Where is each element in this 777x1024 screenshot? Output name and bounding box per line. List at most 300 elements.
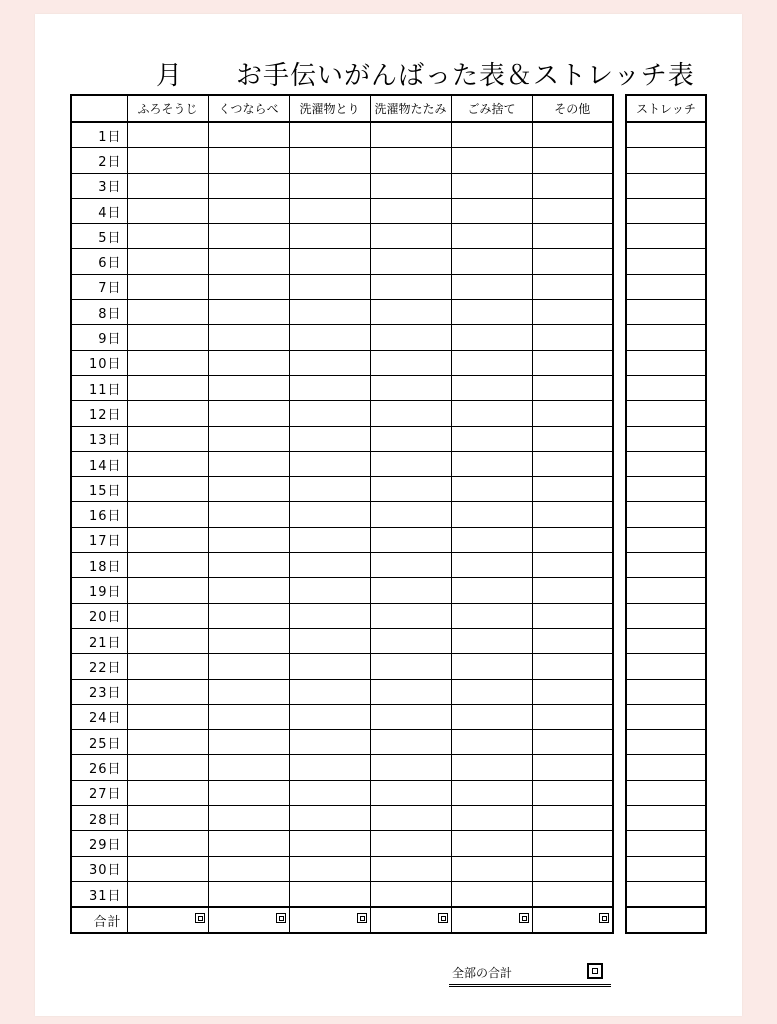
chore-cell[interactable] <box>532 502 613 527</box>
chore-cell[interactable] <box>451 881 532 907</box>
chore-cell[interactable] <box>208 704 289 729</box>
chore-cell[interactable] <box>208 274 289 299</box>
chore-cell[interactable] <box>127 679 208 704</box>
chore-cell[interactable] <box>289 831 370 856</box>
chore-cell[interactable] <box>289 198 370 223</box>
chore-cell[interactable] <box>532 375 613 400</box>
stretch-row <box>626 628 706 653</box>
chore-cell[interactable] <box>289 578 370 603</box>
chore-cell[interactable] <box>370 224 451 249</box>
day-row <box>71 603 613 628</box>
chore-cell[interactable] <box>208 122 289 148</box>
page-title <box>0 55 777 91</box>
chore-cell[interactable] <box>532 249 613 274</box>
chore-cell[interactable] <box>289 628 370 653</box>
chore-cell[interactable] <box>127 274 208 299</box>
chore-cell[interactable] <box>370 401 451 426</box>
title-month: 月 <box>156 61 184 91</box>
chore-cell[interactable] <box>532 426 613 451</box>
chore-cell[interactable] <box>370 628 451 653</box>
chore-cell[interactable] <box>532 300 613 325</box>
chore-cell[interactable] <box>370 654 451 679</box>
day-row <box>71 325 613 350</box>
stretch-cell[interactable] <box>626 578 706 603</box>
chore-cell[interactable] <box>289 527 370 552</box>
chore-cell[interactable] <box>451 477 532 502</box>
total-cell[interactable] <box>289 907 370 933</box>
chore-cell[interactable] <box>127 249 208 274</box>
chore-cell[interactable] <box>451 856 532 881</box>
day-row <box>71 224 613 249</box>
stretch-cell[interactable] <box>626 679 706 704</box>
chore-cell[interactable] <box>451 173 532 198</box>
chore-cell[interactable] <box>127 477 208 502</box>
day-label: 23日 <box>71 679 127 704</box>
chore-cell[interactable] <box>208 628 289 653</box>
stretch-cell[interactable] <box>626 249 706 274</box>
day-label: 3日 <box>71 173 127 198</box>
chore-cell[interactable] <box>451 224 532 249</box>
chore-cell[interactable] <box>127 198 208 223</box>
chore-cell[interactable] <box>451 704 532 729</box>
chore-cell[interactable] <box>127 325 208 350</box>
chore-cell[interactable] <box>370 755 451 780</box>
chore-cell[interactable] <box>208 198 289 223</box>
stretch-cell[interactable] <box>626 780 706 805</box>
chore-cell[interactable] <box>451 780 532 805</box>
chore-cell[interactable] <box>451 148 532 173</box>
stretch-row <box>626 553 706 578</box>
day-row <box>71 704 613 729</box>
stretch-row <box>626 224 706 249</box>
stretch-cell[interactable] <box>626 527 706 552</box>
chore-cell[interactable] <box>208 679 289 704</box>
chore-cell[interactable] <box>532 325 613 350</box>
stretch-cell[interactable] <box>626 300 706 325</box>
day-row <box>71 527 613 552</box>
chore-cell[interactable] <box>127 856 208 881</box>
chore-cell[interactable] <box>370 300 451 325</box>
chore-cell[interactable] <box>127 375 208 400</box>
chore-cell[interactable] <box>532 704 613 729</box>
stretch-row <box>626 730 706 755</box>
chore-cell[interactable] <box>289 806 370 831</box>
chore-cell[interactable] <box>451 730 532 755</box>
stretch-cell[interactable] <box>626 426 706 451</box>
chore-cell[interactable] <box>208 527 289 552</box>
chore-cell[interactable] <box>127 806 208 831</box>
stretch-row <box>626 249 706 274</box>
chore-cell[interactable] <box>208 553 289 578</box>
stretch-cell[interactable] <box>626 451 706 476</box>
chore-cell[interactable] <box>532 198 613 223</box>
header-corner <box>71 95 127 122</box>
chore-cell[interactable] <box>289 856 370 881</box>
chore-cell[interactable] <box>370 477 451 502</box>
chore-cell[interactable] <box>370 426 451 451</box>
chore-cell[interactable] <box>451 325 532 350</box>
chore-cell[interactable] <box>127 350 208 375</box>
stretch-header: ストレッチ <box>626 95 706 122</box>
stretch-cell[interactable] <box>626 831 706 856</box>
stretch-cell[interactable] <box>626 477 706 502</box>
chore-cell[interactable] <box>208 780 289 805</box>
chore-cell[interactable] <box>451 628 532 653</box>
day-label: 27日 <box>71 780 127 805</box>
chore-cell[interactable] <box>532 527 613 552</box>
chore-cell[interactable] <box>532 730 613 755</box>
count-box-icon <box>276 913 286 923</box>
chore-cell[interactable] <box>208 375 289 400</box>
chore-cell[interactable] <box>451 831 532 856</box>
day-row <box>71 502 613 527</box>
chore-cell[interactable] <box>127 173 208 198</box>
chore-cell[interactable] <box>127 831 208 856</box>
count-box-icon <box>519 913 529 923</box>
chore-cell[interactable] <box>370 451 451 476</box>
grand-total-box[interactable] <box>587 963 603 979</box>
day-row <box>71 755 613 780</box>
stretch-row <box>626 578 706 603</box>
chore-cell[interactable] <box>289 451 370 476</box>
chore-cell[interactable] <box>289 654 370 679</box>
total-cell[interactable] <box>127 907 208 933</box>
chore-cell[interactable] <box>370 173 451 198</box>
chore-cell[interactable] <box>532 553 613 578</box>
chore-cell[interactable] <box>451 578 532 603</box>
stretch-cell[interactable] <box>626 881 706 907</box>
chore-cell[interactable] <box>451 553 532 578</box>
chore-cell[interactable] <box>208 578 289 603</box>
chore-cell[interactable] <box>451 122 532 148</box>
chore-cell[interactable] <box>289 249 370 274</box>
chore-cell[interactable] <box>127 300 208 325</box>
chore-cell[interactable] <box>127 527 208 552</box>
chore-cell[interactable] <box>289 704 370 729</box>
chore-cell[interactable] <box>532 350 613 375</box>
chore-cell[interactable] <box>127 780 208 805</box>
stretch-cell[interactable] <box>626 502 706 527</box>
chore-cell[interactable] <box>127 553 208 578</box>
chore-cell[interactable] <box>370 730 451 755</box>
day-row <box>71 249 613 274</box>
chore-cell[interactable] <box>208 831 289 856</box>
chore-cell[interactable] <box>127 502 208 527</box>
stretch-row <box>626 679 706 704</box>
chore-cell[interactable] <box>208 451 289 476</box>
chore-cell[interactable] <box>208 325 289 350</box>
day-label: 15日 <box>71 477 127 502</box>
stretch-row <box>626 527 706 552</box>
chore-cell[interactable] <box>532 451 613 476</box>
chore-cell[interactable] <box>289 401 370 426</box>
day-row <box>71 401 613 426</box>
chore-cell[interactable] <box>127 654 208 679</box>
chore-cell[interactable] <box>451 198 532 223</box>
chore-cell[interactable] <box>370 679 451 704</box>
day-label: 25日 <box>71 730 127 755</box>
day-label: 14日 <box>71 451 127 476</box>
chore-cell[interactable] <box>370 527 451 552</box>
chore-cell[interactable] <box>451 679 532 704</box>
chore-cell[interactable] <box>370 148 451 173</box>
day-row <box>71 856 613 881</box>
chore-cell[interactable] <box>532 628 613 653</box>
chore-cell[interactable] <box>532 603 613 628</box>
day-label: 21日 <box>71 628 127 653</box>
chore-cell[interactable] <box>451 426 532 451</box>
stretch-row <box>626 603 706 628</box>
day-row <box>71 350 613 375</box>
day-label: 6日 <box>71 249 127 274</box>
chore-cell[interactable] <box>208 654 289 679</box>
chore-cell[interactable] <box>451 249 532 274</box>
chore-cell[interactable] <box>370 856 451 881</box>
chore-cell[interactable] <box>289 603 370 628</box>
day-label: 5日 <box>71 224 127 249</box>
stretch-cell[interactable] <box>626 628 706 653</box>
day-label: 19日 <box>71 578 127 603</box>
chore-cell[interactable] <box>370 780 451 805</box>
chore-cell[interactable] <box>289 755 370 780</box>
stretch-row <box>626 426 706 451</box>
chore-cell[interactable] <box>370 881 451 907</box>
chore-cell[interactable] <box>208 730 289 755</box>
chore-cell[interactable] <box>532 679 613 704</box>
chore-cell[interactable] <box>532 173 613 198</box>
chore-cell[interactable] <box>289 173 370 198</box>
chore-cell[interactable] <box>370 198 451 223</box>
stretch-cell[interactable] <box>626 856 706 881</box>
chore-cell[interactable] <box>208 300 289 325</box>
chore-cell[interactable] <box>370 122 451 148</box>
stretch-total-cell[interactable] <box>626 907 706 933</box>
count-box-icon <box>438 913 448 923</box>
chore-cell[interactable] <box>451 806 532 831</box>
stretch-cell[interactable] <box>626 122 706 148</box>
chore-cell[interactable] <box>289 502 370 527</box>
title-main: お手伝いがんばった表＆ストレッチ表 <box>236 61 695 91</box>
chore-cell[interactable] <box>289 426 370 451</box>
stretch-row <box>626 856 706 881</box>
chore-cell[interactable] <box>289 477 370 502</box>
chore-cell[interactable] <box>532 780 613 805</box>
stretch-row <box>626 173 706 198</box>
chore-cell[interactable] <box>370 831 451 856</box>
chore-cell[interactable] <box>370 502 451 527</box>
day-label: 22日 <box>71 654 127 679</box>
stretch-cell[interactable] <box>626 603 706 628</box>
day-label: 30日 <box>71 856 127 881</box>
chore-cell[interactable] <box>451 654 532 679</box>
chore-cell[interactable] <box>451 603 532 628</box>
stretch-cell[interactable] <box>626 806 706 831</box>
stretch-row <box>626 325 706 350</box>
chore-cell[interactable] <box>532 654 613 679</box>
chore-cell[interactable] <box>127 628 208 653</box>
chore-cell[interactable] <box>451 274 532 299</box>
day-label: 29日 <box>71 831 127 856</box>
stretch-cell[interactable] <box>626 224 706 249</box>
stretch-row <box>626 654 706 679</box>
stretch-row <box>626 198 706 223</box>
grand-total <box>449 962 611 987</box>
chore-cell[interactable] <box>208 856 289 881</box>
chore-cell[interactable] <box>127 704 208 729</box>
chore-cell[interactable] <box>208 350 289 375</box>
chore-cell[interactable] <box>289 375 370 400</box>
chore-cell[interactable] <box>289 122 370 148</box>
chore-cell[interactable] <box>532 578 613 603</box>
chore-cell[interactable] <box>370 578 451 603</box>
chore-cell[interactable] <box>127 578 208 603</box>
chore-cell[interactable] <box>289 730 370 755</box>
stretch-cell[interactable] <box>626 755 706 780</box>
day-label: 18日 <box>71 553 127 578</box>
chore-cell[interactable] <box>451 300 532 325</box>
chore-cell[interactable] <box>370 375 451 400</box>
day-row <box>71 274 613 299</box>
chore-cell[interactable] <box>127 148 208 173</box>
day-row <box>71 451 613 476</box>
chore-cell[interactable] <box>370 249 451 274</box>
chore-cell[interactable] <box>208 477 289 502</box>
stretch-cell[interactable] <box>626 325 706 350</box>
chore-cell[interactable] <box>208 502 289 527</box>
chore-cell[interactable] <box>208 224 289 249</box>
chore-cell[interactable] <box>451 375 532 400</box>
stretch-cell[interactable] <box>626 350 706 375</box>
stretch-cell[interactable] <box>626 173 706 198</box>
chore-cell[interactable] <box>127 603 208 628</box>
chore-cell[interactable] <box>370 325 451 350</box>
day-label: 26日 <box>71 755 127 780</box>
chore-cell[interactable] <box>532 755 613 780</box>
chore-cell[interactable] <box>127 122 208 148</box>
count-box-icon <box>357 913 367 923</box>
stretch-row <box>626 780 706 805</box>
chore-cell[interactable] <box>208 806 289 831</box>
chore-cell[interactable] <box>208 173 289 198</box>
stretch-row <box>626 477 706 502</box>
stretch-cell[interactable] <box>626 148 706 173</box>
chore-cell[interactable] <box>370 553 451 578</box>
chore-cell[interactable] <box>370 704 451 729</box>
chore-cell[interactable] <box>289 325 370 350</box>
chore-cell[interactable] <box>451 350 532 375</box>
column-header: ふろそうじ <box>127 95 208 122</box>
day-row <box>71 831 613 856</box>
total-cell[interactable] <box>532 907 613 933</box>
stretch-row <box>626 831 706 856</box>
column-header: 洗濯物とり <box>289 95 370 122</box>
chore-cell[interactable] <box>289 553 370 578</box>
chore-cell[interactable] <box>532 881 613 907</box>
total-cell[interactable] <box>208 907 289 933</box>
chore-cell[interactable] <box>451 502 532 527</box>
chore-cell[interactable] <box>451 401 532 426</box>
chore-cell[interactable] <box>208 401 289 426</box>
stretch-row <box>626 881 706 907</box>
stretch-cell[interactable] <box>626 730 706 755</box>
chore-cell[interactable] <box>127 426 208 451</box>
chore-cell[interactable] <box>289 780 370 805</box>
chore-cell[interactable] <box>208 249 289 274</box>
stretch-cell[interactable] <box>626 401 706 426</box>
chore-cell[interactable] <box>532 806 613 831</box>
chore-cell[interactable] <box>532 831 613 856</box>
total-cell[interactable] <box>370 907 451 933</box>
chore-cell[interactable] <box>289 679 370 704</box>
chore-cell[interactable] <box>127 755 208 780</box>
chore-cell[interactable] <box>208 426 289 451</box>
chore-cell[interactable] <box>289 148 370 173</box>
day-row <box>71 780 613 805</box>
chore-cell[interactable] <box>532 224 613 249</box>
grand-total-label: 全部の合計 <box>452 966 513 980</box>
chore-cell[interactable] <box>289 274 370 299</box>
chore-cell[interactable] <box>127 451 208 476</box>
chore-cell[interactable] <box>208 603 289 628</box>
chore-cell[interactable] <box>370 274 451 299</box>
chore-cell[interactable] <box>532 148 613 173</box>
chore-cell[interactable] <box>208 881 289 907</box>
chore-cell[interactable] <box>208 148 289 173</box>
chore-cell[interactable] <box>289 300 370 325</box>
chore-cell[interactable] <box>289 881 370 907</box>
chore-cell[interactable] <box>532 401 613 426</box>
chore-cell[interactable] <box>289 350 370 375</box>
total-cell[interactable] <box>451 907 532 933</box>
total-label: 合計 <box>71 907 127 933</box>
day-row <box>71 553 613 578</box>
chore-cell[interactable] <box>532 122 613 148</box>
day-row <box>71 148 613 173</box>
stretch-cell[interactable] <box>626 198 706 223</box>
chore-cell[interactable] <box>127 401 208 426</box>
stretch-cell[interactable] <box>626 704 706 729</box>
chore-cell[interactable] <box>532 856 613 881</box>
stretch-total-row <box>626 907 706 933</box>
chore-cell[interactable] <box>127 881 208 907</box>
chore-cell[interactable] <box>532 274 613 299</box>
count-box-icon <box>195 913 205 923</box>
chore-cell[interactable] <box>208 755 289 780</box>
day-row <box>71 300 613 325</box>
stretch-cell[interactable] <box>626 375 706 400</box>
day-row <box>71 881 613 907</box>
chore-cell[interactable] <box>451 451 532 476</box>
chore-cell[interactable] <box>127 730 208 755</box>
day-row <box>71 730 613 755</box>
chore-cell[interactable] <box>370 350 451 375</box>
stretch-row <box>626 401 706 426</box>
day-label: 12日 <box>71 401 127 426</box>
stretch-cell[interactable] <box>626 274 706 299</box>
total-row <box>71 907 613 933</box>
stretch-cell[interactable] <box>626 553 706 578</box>
day-label: 2日 <box>71 148 127 173</box>
count-box-icon <box>599 913 609 923</box>
chore-cell[interactable] <box>532 477 613 502</box>
chore-cell[interactable] <box>289 224 370 249</box>
chore-cell[interactable] <box>451 527 532 552</box>
chore-cell[interactable] <box>451 755 532 780</box>
stretch-cell[interactable] <box>626 654 706 679</box>
chore-cell[interactable] <box>370 603 451 628</box>
chore-cell[interactable] <box>370 806 451 831</box>
chore-cell[interactable] <box>127 224 208 249</box>
